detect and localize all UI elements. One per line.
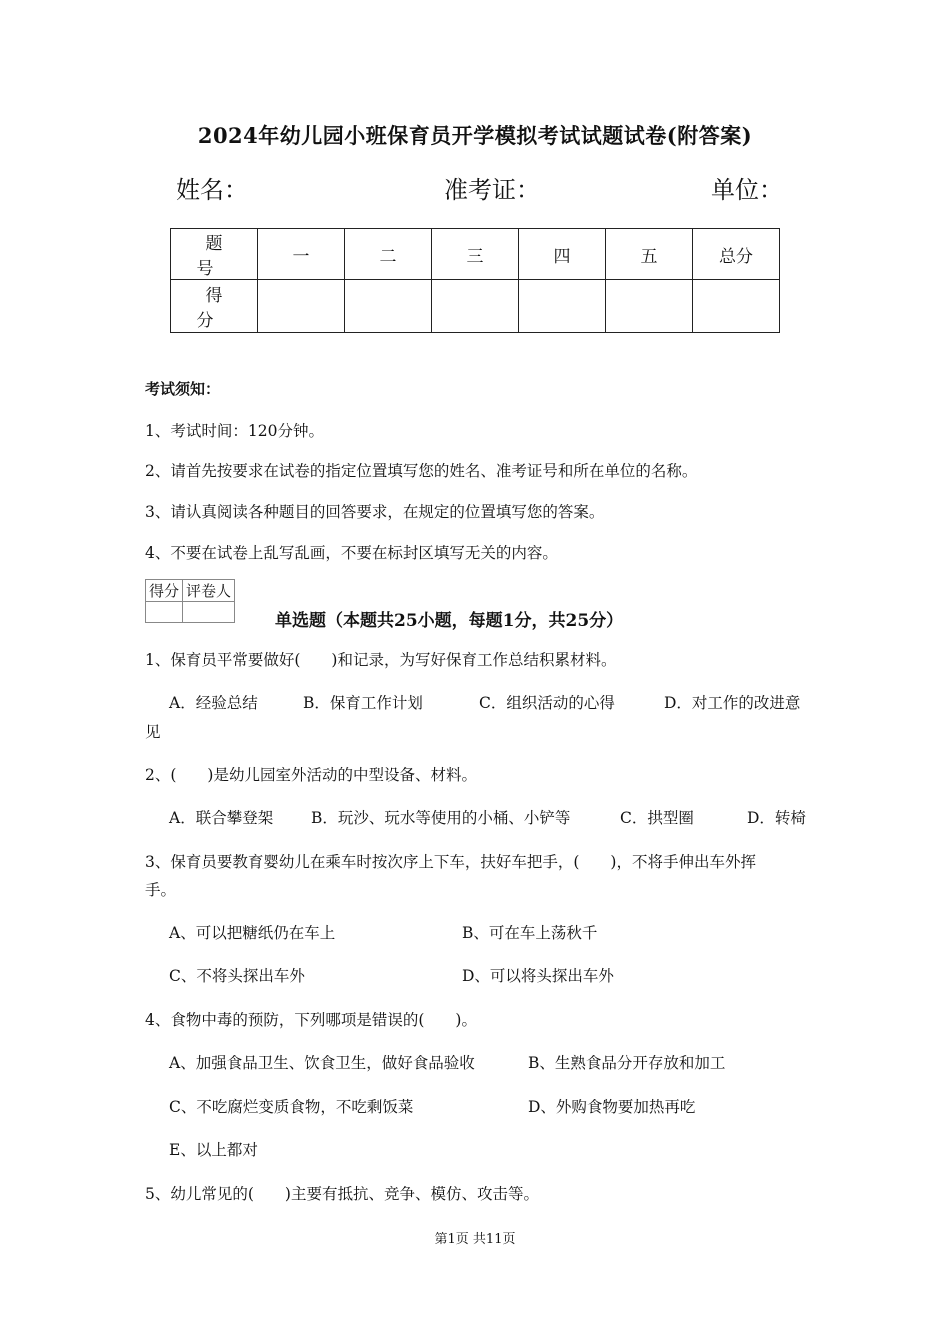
score-table-score-row bbox=[171, 280, 780, 333]
option-d: D、外购食物要加热再吃 bbox=[528, 1098, 696, 1116]
option-a: A、加强食品卫生、饮食卫生，做好食品验收 bbox=[169, 1054, 475, 1072]
grader-score-label: 得分 bbox=[146, 580, 183, 602]
score-table-header-row bbox=[171, 229, 780, 280]
grader-score-cell[interactable] bbox=[146, 602, 183, 623]
option-c: C、不将头探出车外 bbox=[169, 967, 305, 985]
option-a: A．经验总结 bbox=[169, 694, 258, 712]
section-title: 单选题（本题共25小题，每题1分，共25分） bbox=[275, 611, 624, 631]
page-number: 第1页 共11页 bbox=[434, 1232, 516, 1247]
score-cell[interactable] bbox=[345, 280, 432, 333]
option-d-continued: 见 bbox=[145, 723, 161, 741]
option-b: B、生熟食品分开存放和加工 bbox=[528, 1054, 726, 1072]
grader-reviewer-label: 评卷人 bbox=[183, 580, 235, 602]
exam-id-field-label: 准考证： bbox=[444, 176, 540, 204]
question-stem: 2、( )是幼儿园室外活动的中型设备、材料。 bbox=[145, 766, 477, 784]
option-b: B．玩沙、玩水等使用的小桶、小铲等 bbox=[311, 809, 571, 827]
score-table-header: 四 bbox=[519, 229, 606, 280]
option-a: A、可以把糖纸仍在车上 bbox=[169, 924, 336, 942]
option-d: D．对工作的改进意 bbox=[664, 694, 801, 712]
score-table-header: 总分 bbox=[693, 229, 780, 280]
score-table-header: 题 号 bbox=[171, 229, 258, 280]
score-table bbox=[170, 228, 780, 333]
option-d: D．转椅 bbox=[747, 809, 806, 827]
notice-heading: 考试须知： bbox=[145, 380, 221, 398]
unit-field-label: 单位： bbox=[711, 176, 783, 204]
score-table-header: 三 bbox=[432, 229, 519, 280]
score-cell[interactable] bbox=[432, 280, 519, 333]
notice-item: 4、不要在试卷上乱写乱画，不要在标封区填写无关的内容。 bbox=[145, 544, 558, 562]
score-cell[interactable] bbox=[258, 280, 345, 333]
score-cell[interactable] bbox=[606, 280, 693, 333]
grader-box bbox=[145, 579, 235, 623]
score-cell[interactable] bbox=[693, 280, 780, 333]
name-field-label: 姓名： bbox=[176, 176, 248, 204]
option-e: E、以上都对 bbox=[169, 1141, 258, 1159]
question-stem: 5、幼儿常见的( )主要有抵抗、竞争、模仿、攻击等。 bbox=[145, 1185, 539, 1203]
question-stem: 3、保育员要教育婴幼儿在乘车时按次序上下车，扶好车把手，( )，不将手伸出车外挥 bbox=[145, 853, 756, 871]
score-table-header: 一 bbox=[258, 229, 345, 280]
option-a: A．联合攀登架 bbox=[169, 809, 274, 827]
option-b: B、可在车上荡秋千 bbox=[462, 924, 598, 942]
option-c: C．组织活动的心得 bbox=[479, 694, 615, 712]
option-b: B．保育工作计划 bbox=[303, 694, 423, 712]
score-cell[interactable] bbox=[519, 280, 606, 333]
notice-item: 1、考试时间：120分钟。 bbox=[145, 422, 324, 440]
notice-item: 2、请首先按要求在试卷的指定位置填写您的姓名、准考证号和所在单位的名称。 bbox=[145, 462, 698, 480]
score-table-header: 二 bbox=[345, 229, 432, 280]
score-table-header: 五 bbox=[606, 229, 693, 280]
grader-reviewer-cell[interactable] bbox=[183, 602, 235, 623]
question-stem: 4、食物中毒的预防，下列哪项是错误的( )。 bbox=[145, 1011, 477, 1029]
option-d: D、可以将头探出车外 bbox=[462, 967, 614, 985]
page-title: 2024年幼儿园小班保育员开学模拟考试试题试卷(附答案) bbox=[197, 123, 753, 148]
option-c: C．拱型圈 bbox=[620, 809, 694, 827]
notice-item: 3、请认真阅读各种题目的回答要求，在规定的位置填写您的答案。 bbox=[145, 503, 605, 521]
score-row-label: 得 分 bbox=[171, 280, 258, 333]
question-stem-continued: 手。 bbox=[145, 881, 177, 899]
question-stem: 1、保育员平常要做好( )和记录，为写好保育工作总结积累材料。 bbox=[145, 651, 617, 669]
option-c: C、不吃腐烂变质食物，不吃剩饭菜 bbox=[169, 1098, 414, 1116]
